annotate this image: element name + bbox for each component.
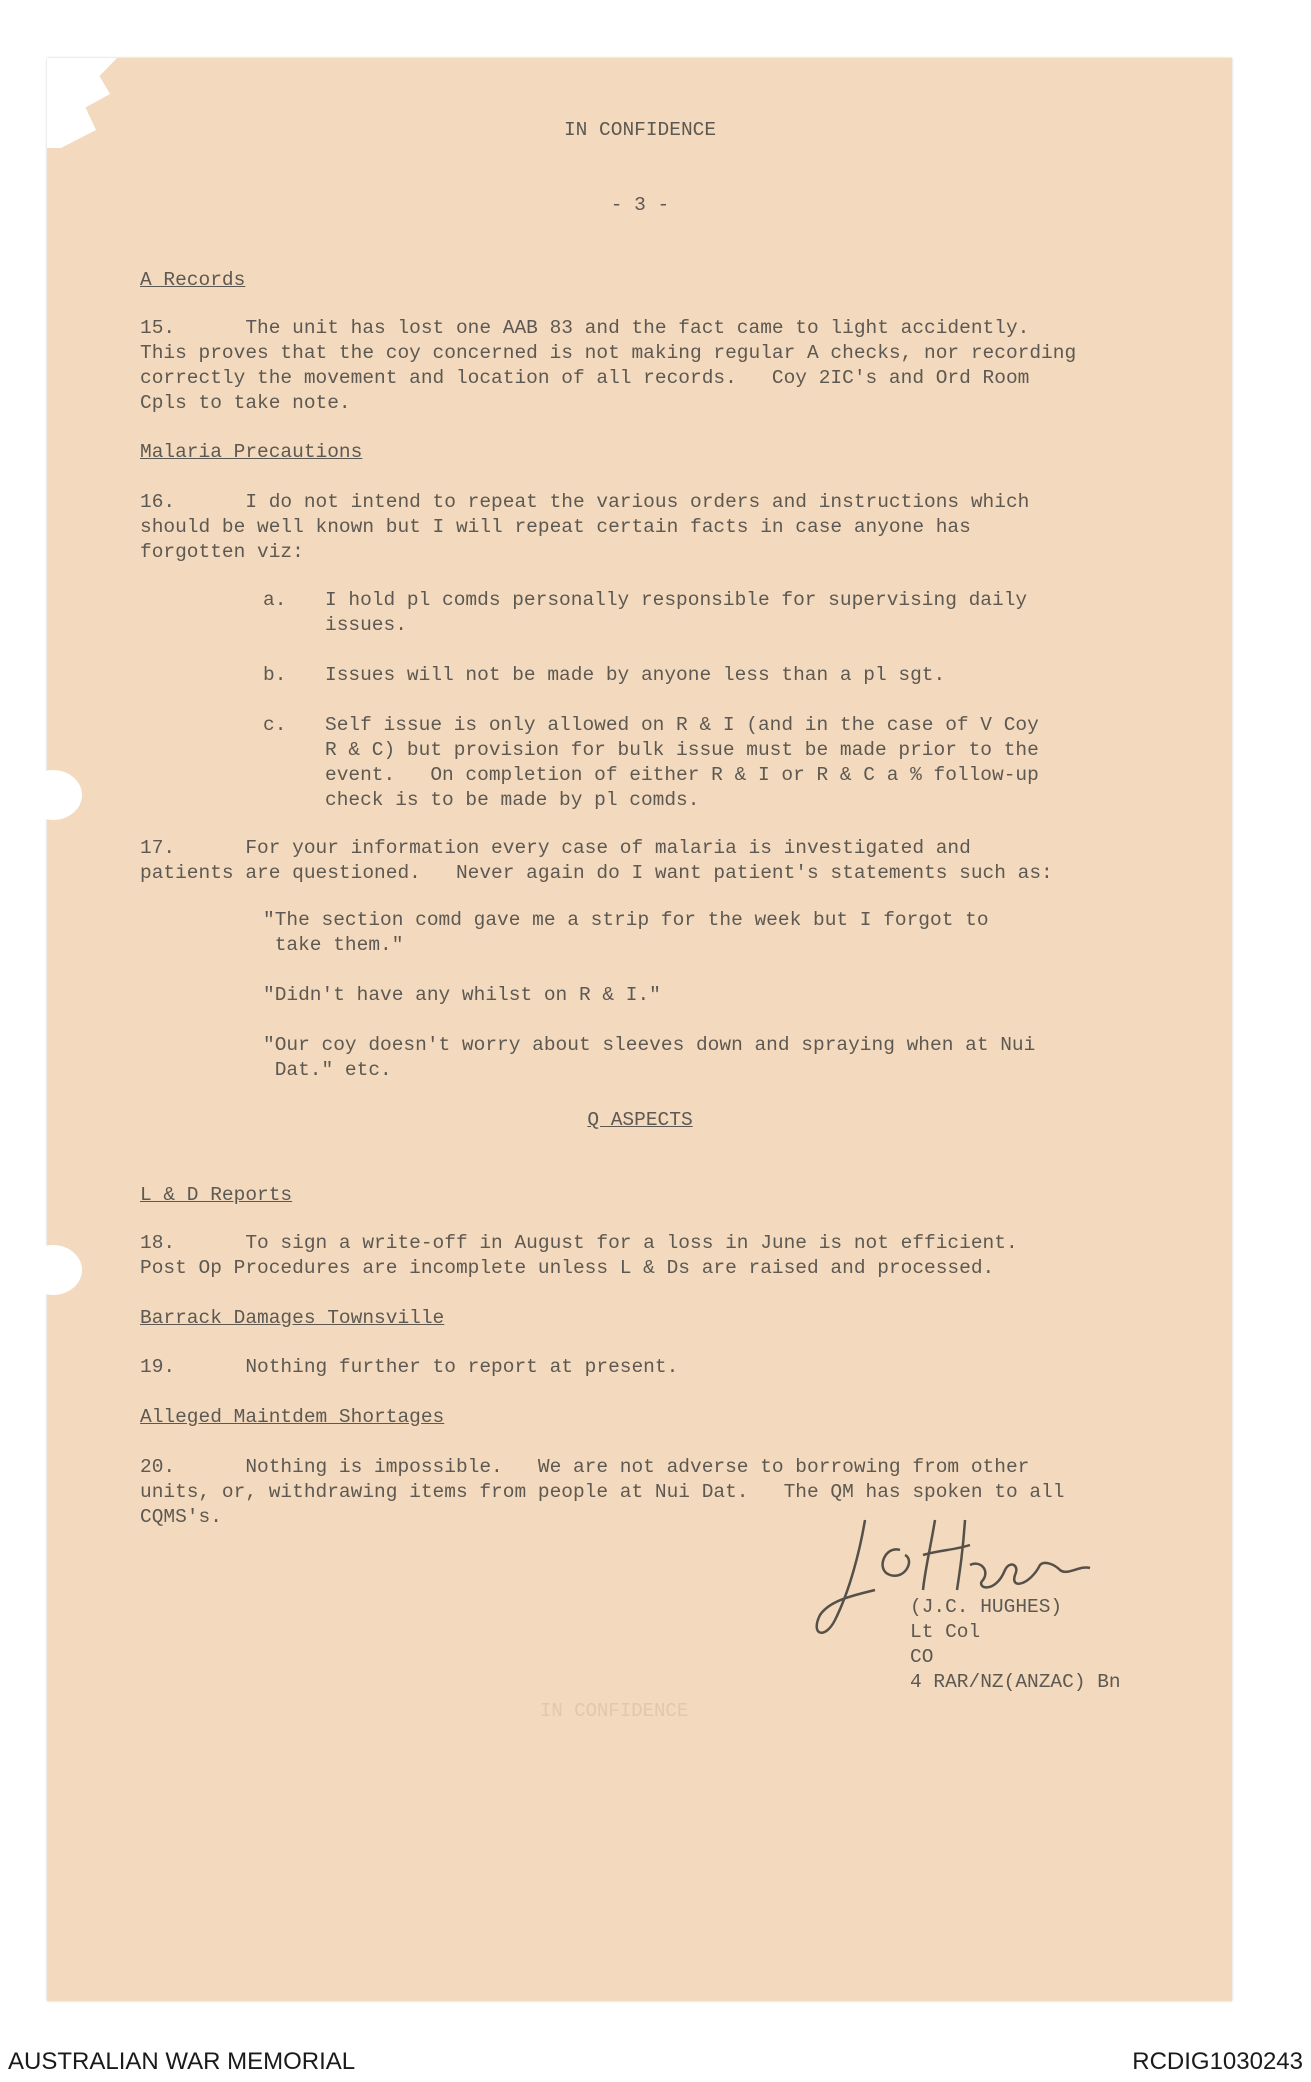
signatory-unit: 4 RAR/NZ(ANZAC) Bn: [910, 1671, 1121, 1693]
list-item-letter: a.: [263, 589, 287, 611]
heading-barrack-damages: Barrack Damages Townsville: [140, 1307, 445, 1329]
list-item-a: [140, 588, 1095, 638]
list-item-text: Self issue is only allowed on R & I (and in the case of V Coy R & C) but provision for bulk issue must be made prior to the event. On completion of either R & I or R & C a % follow-up check is to be made by pl comds.: [325, 714, 1039, 811]
paragraph-20: 20. Nothing is impossible. We are not adverse to borrowing from other units, or, withdrawing items from people at Nui Dat. The QM has spoken to all CQMS's.: [140, 1456, 1065, 1528]
classification-header: IN CONFIDENCE: [563, 119, 717, 141]
list-item-text: Issues will not be made by anyone less than a pl sgt.: [325, 664, 946, 686]
quote-3: "Our coy doesn't worry about sleeves down and spraying when at Nui Dat." etc.: [263, 1034, 1036, 1081]
quote-2: "Didn't have any whilst on R & I.": [263, 984, 661, 1006]
heading-alleged-shortages: Alleged Maintdem Shortages: [140, 1406, 445, 1428]
list-item-letter: b.: [263, 664, 287, 686]
list-item-text: I hold pl comds personally responsible for supervising daily issues.: [325, 589, 1028, 636]
heading-q-aspects: Q ASPECTS: [587, 1109, 693, 1131]
punch-hole: [24, 770, 82, 820]
archive-footer-right: RCDIG1030243: [1132, 2048, 1303, 2075]
signatory-name: (J.C. HUGHES): [910, 1596, 1063, 1618]
signatory-appointment: CO: [910, 1646, 934, 1668]
punch-hole: [24, 1245, 82, 1295]
heading-ld-reports: L & D Reports: [140, 1184, 293, 1206]
archive-footer-left: AUSTRALIAN WAR MEMORIAL: [8, 2048, 356, 2075]
heading-a-records: A Records: [140, 269, 246, 291]
list-item-b: [140, 663, 1095, 688]
list-item-letter: c.: [263, 714, 287, 736]
paragraph-18: 18. To sign a write-off in August for a loss in June is not efficient. Post Op Procedures are incomplete unless L & Ds are raised and processed.: [140, 1232, 1018, 1279]
signatory-rank: Lt Col: [910, 1621, 981, 1643]
page-number: - 3 -: [610, 194, 670, 216]
quote-1: "The section comd gave me a strip for the week but I forgot to take them.": [263, 909, 989, 956]
paragraph-16: 16. I do not intend to repeat the various orders and instructions which should be well known but I will repeat certain facts in case anyone has forgotten viz:: [140, 491, 1030, 563]
list-item-c: [140, 713, 1095, 813]
heading-malaria-precautions: Malaria Precautions: [140, 441, 363, 463]
faint-classification-footer: IN CONFIDENCE: [540, 1700, 689, 1722]
paragraph-15: 15. The unit has lost one AAB 83 and the fact came to light accidently. This proves that the coy concerned is not making regular A checks, nor recording correctly the movement and location of all records. Coy 2IC's and Ord Room Cpls to take note.: [140, 317, 1077, 414]
paragraph-19: 19. Nothing further to report at present.: [140, 1356, 679, 1378]
paragraph-17: 17. For your information every case of malaria is investigated and patients are questioned. Never again do I want patient's statements such as:: [140, 837, 1053, 884]
signature-block: [910, 1595, 1121, 1695]
